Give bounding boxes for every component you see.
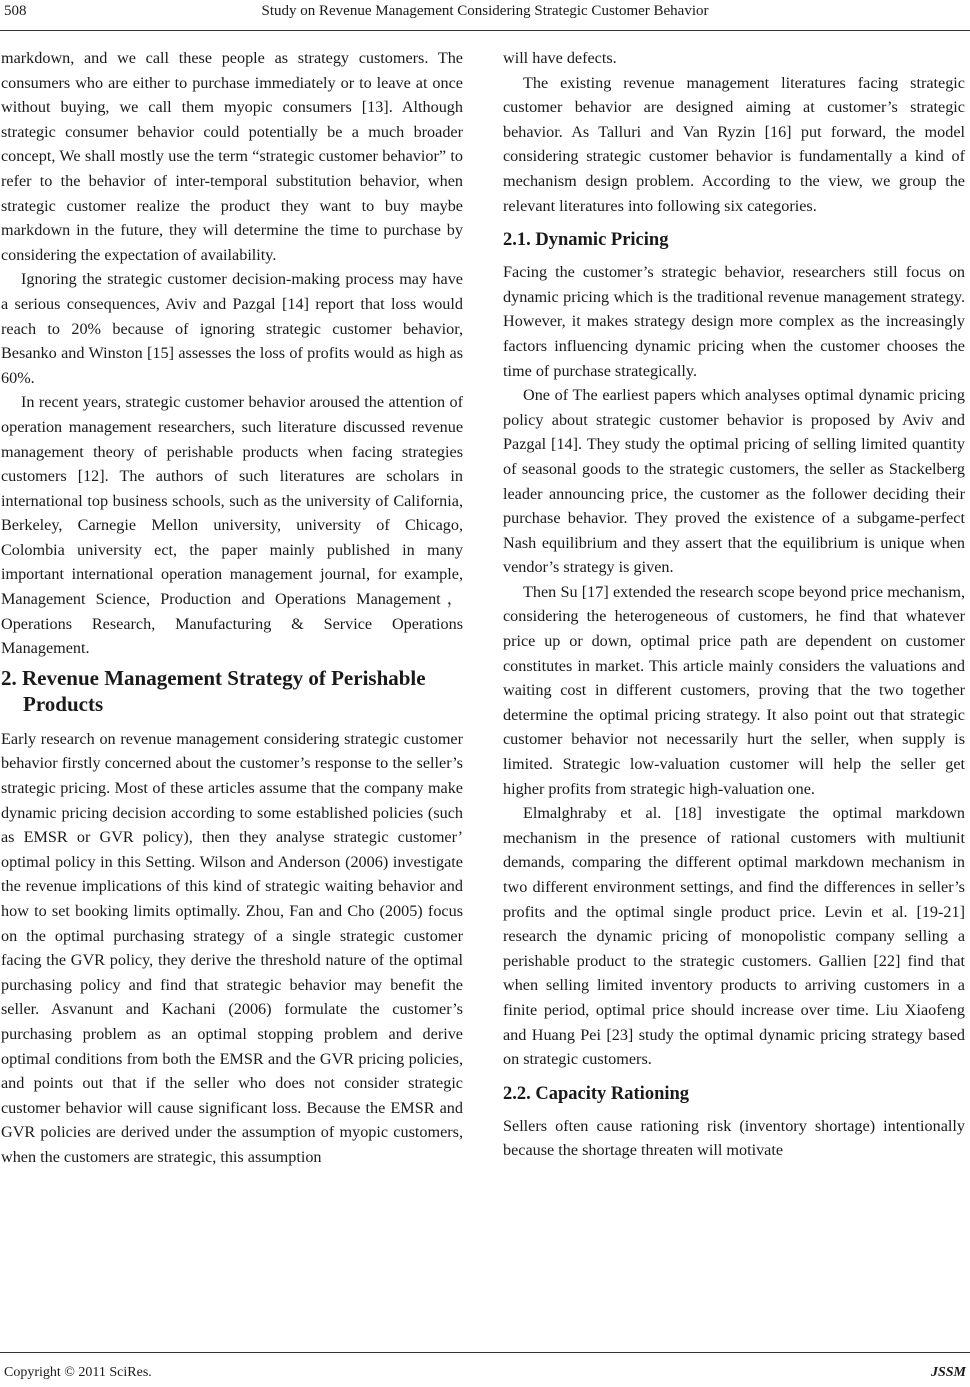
paragraph: Facing the customer’s strategic behavior, researchers still focus on dynamic pricing which is the traditional revenue management strategy. However, it makes strategy design more complex as the increasingly factors influencing dynamic pricing when the customer chooses the time of purchase strategically.	[503, 263, 965, 380]
page-footer	[0, 1352, 970, 1387]
left-column	[1, 46, 463, 1170]
paragraph: Then Su [17] extended the research scope beyond price mechanism, considering the heterogeneous of customers, he find that whatever price up or down, optimal price path are dependent on customer constitutes in market. This article mainly considers the valuations and waiting cost in different customers, proving that the two together determine the optimal pricing strategy. It also point out that strategic customer behavior not necessarily hurt the seller, when supply is limited. Strategic low-valuation customer will help the seller get higher profits from strategic high-valuation one.	[503, 582, 965, 798]
paragraph: The existing revenue management literatures facing strategic customer behavior are designed aiming at customer’s strategic behavior. As Talluri and Van Ryzin [16] put forward, the model considering strategic customer behavior is fundamentally a kind of mechanism design problem. According to the view, we group the relevant literatures into following six categories.	[503, 73, 965, 215]
section-heading: 2. Revenue Management Strategy of Perishable Products	[1, 665, 426, 716]
running-title: Study on Revenue Management Considering Strategic Customer Behavior	[261, 3, 709, 19]
page-number: 508	[4, 3, 27, 19]
paragraph: One of The earliest papers which analyses optimal dynamic pricing policy about strategic customer behavior is proposed by Aviv and Pazgal [14]. They study the optimal pricing of selling limited quantity of seasonal goods to the strategic customers, the seller as Stackelberg leader announcing price, the customer as the follower deciding their purchase behavior. They proved the existence of a subgame-perfect Nash equilibrium and they assert that the equilibrium is unique when vendor’s strategy is given.	[503, 386, 965, 577]
paragraph: Early research on revenue management considering strategic customer behavior firstly concerned about the customer’s response to the seller’s strategic pricing. Most of these articles assume that the company make dynamic pricing decision according to some established policies (such as EMSR or GVR policy), then they analyse strategic customer’ optimal policy in this Setting. Wilson and Anderson (2006) investigate the revenue implications of this kind of strategic waiting behavior and how to set booking limits optimally. Zhou, Fan and Cho (2005) focus on the optimal purchasing strategy of a single strategic customer facing the GVR policy, they derive the threshold nature of the optimal purchasing policy and find that strategic behavior may benefit the seller. Asvanunt and Kachani (2006) formulate the customer’s purchasing problem as an optimal stopping problem and derive optimal conditions from both the EMSR and the GVR pricing policies, and points out that if the seller who does not consider strategic customer behavior will cause significant loss. Because the EMSR and GVR policies are derived under the assumption of myopic customers, when the customers are strategic, this assumption	[1, 729, 463, 1166]
copyright-notice: Copyright © 2011 SciRes.	[4, 1365, 152, 1380]
subsection-heading: 2.2. Capacity Rationing	[503, 1083, 690, 1104]
page-header	[0, 0, 970, 31]
journal-abbreviation: JSSM	[930, 1365, 966, 1380]
paragraph: Elmalghraby et al. [18] investigate the optimal markdown mechanism in the presence of rational customers with multiunit demands, comparing the different optimal markdown mechanism in two different environment settings, and find the differences in seller’s profits and the optimal single product price. Levin et al. [19-21] research the dynamic pricing of monopolistic company selling a perishable product to the strategic customers. Gallien [22] find that when selling limited inventory products to arriving customers in a finite period, optimal price should increase over time. Liu Xiaofeng and Huang Pei [23] study the optimal dynamic pricing strategy based on strategic customers.	[503, 804, 965, 1069]
paragraph: will have defects.	[503, 49, 617, 67]
paragraph: Ignoring the strategic customer decision-making process may have a serious consequences, Aviv and Pazgal [14] report that loss would reach to 20% because of ignoring strategic customer behavior, Besanko and Winston [15] assesses the loss of profits would as high as 60%.	[1, 270, 463, 387]
subsection-heading: 2.1. Dynamic Pricing	[503, 230, 669, 251]
paragraph: In recent years, strategic customer behavior aroused the attention of operation management researchers, such literature discussed revenue management theory of perishable products when facing strategies customers [12]. The authors of such literatures are scholars in international top business schools, such as the university of California, Berkeley, Carnegie Mellon university, university of Chicago, Colombia university ect, the paper mainly published in many important international operation management journal, for example, Management Science, Production and Operations Management，Operations Research, Manufacturing & Service Operations Management.	[1, 393, 463, 658]
paragraph: Sellers often cause rationing risk (inventory shortage) intentionally because the shortage threaten will motivate	[503, 1116, 965, 1160]
paragraph: markdown, and we call these people as strategy customers. The consumers who are either to purchase immediately or to leave at once without buying, we call them myopic consumers [13]. Although strategic consumer behavior could potentially be a much broader concept, We shall mostly use the term “strategic customer behavior” to refer to the behavior of inter-temporal substitution behavior, when strategic customer realize the product they want to buy maybe markdown in the future, they will determine the time to purchase by considering the expectation of availability.	[1, 49, 463, 264]
right-column	[503, 46, 965, 1163]
